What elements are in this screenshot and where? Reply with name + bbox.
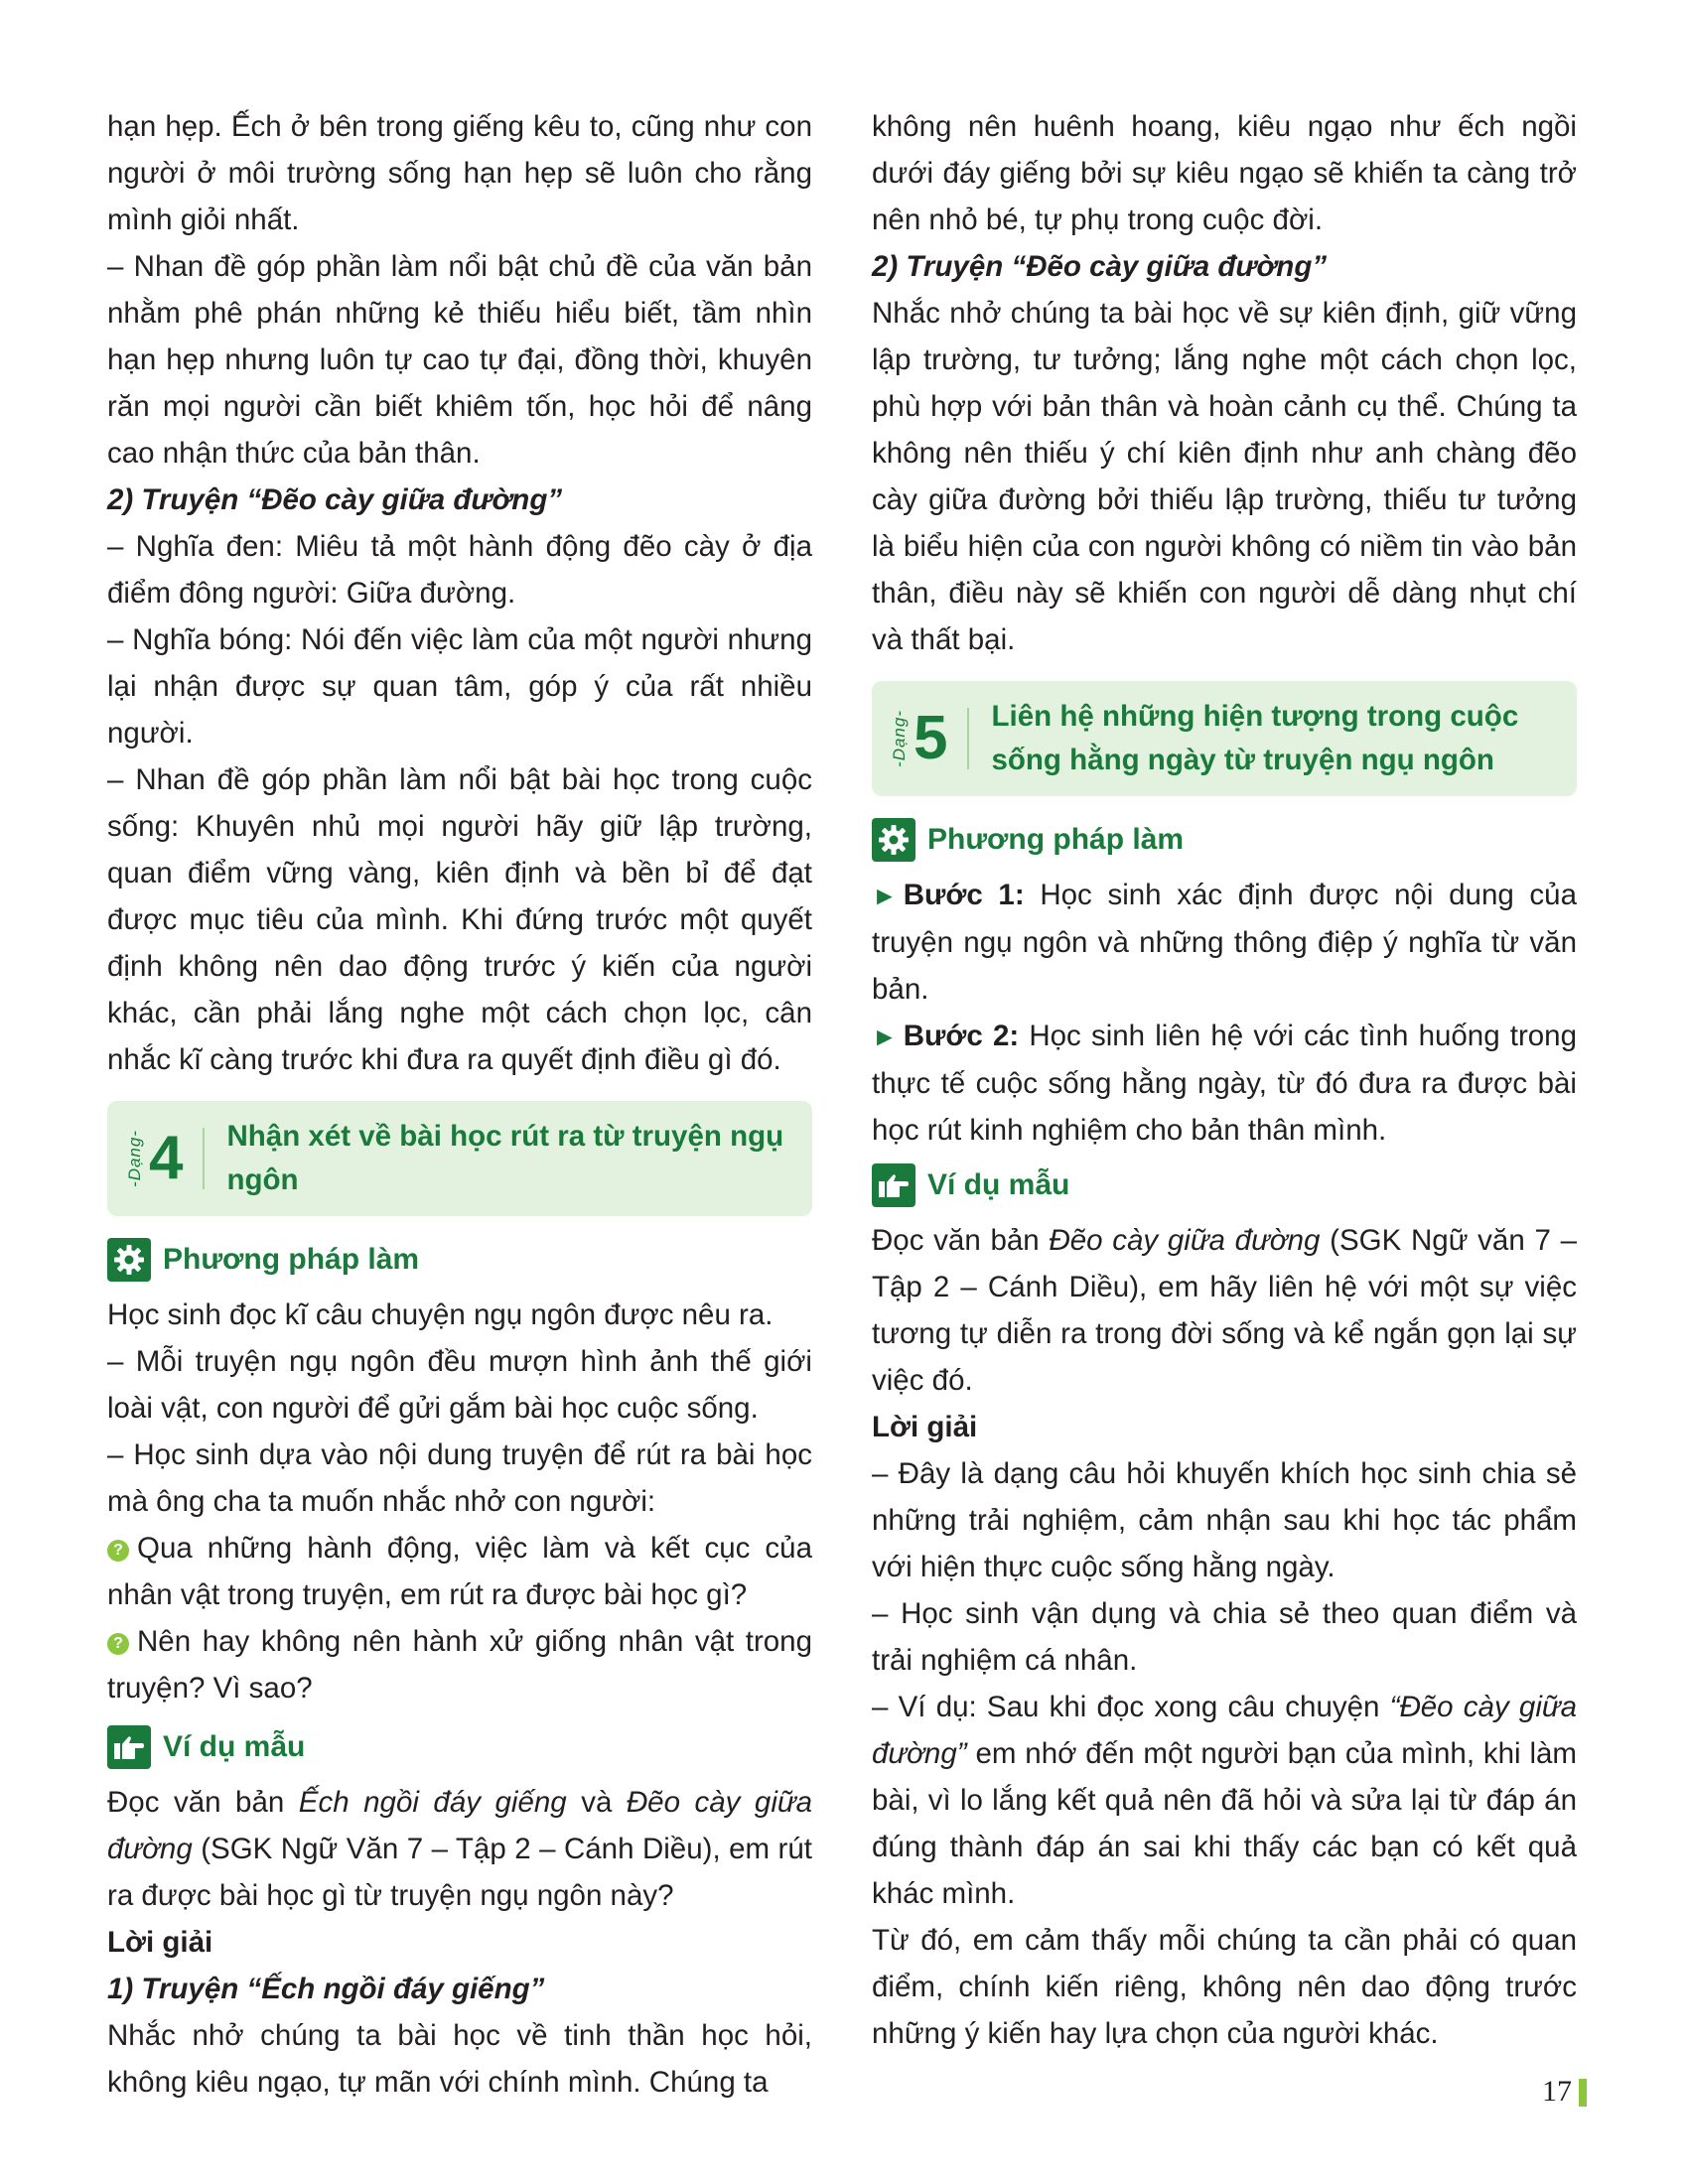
paragraph: – Nhan đề góp phần làm nổi bật chủ đề của văn bản nhằm phê phán những kẻ thiếu hiểu biết, tầm nhìn hạn hẹp nhưng luôn tự cao tự đại, đồng thời, khuyên răn mọi người cần biết khiêm tốn, học hỏi để nâng cao nhận thức của bản thân. <box>107 250 812 470</box>
subheading: 1) Truyện “Ếch ngồi đáy giếng” <box>107 1973 545 2005</box>
paragraph: Học sinh đọc kĩ câu chuyện ngụ ngôn được nêu ra. <box>107 1298 774 1331</box>
paragraph: hạn hẹp. Ếch ở bên trong giếng kêu to, cũng như con người ở môi trường sống hạn hẹp sẽ luôn cho rằng mình giỏi nhất. <box>107 110 812 236</box>
question-item <box>107 1618 812 1711</box>
paragraph: – Mỗi truyện ngụ ngôn đều mượn hình ảnh thế giới loài vật, con người để gửi gắm bài học cuộc sống. <box>107 1345 812 1425</box>
example-question: Đọc văn bản Ếch ngồi đáy giếng và Đẽo cày giữa đường (SGK Ngữ Văn 7 – Tập 2 – Cánh Diều), em rút ra được bài học gì từ truyện ngụ ngôn này? <box>107 1786 812 1912</box>
dang-4-box <box>107 1101 812 1216</box>
dang-word: -Dạng- <box>125 1130 144 1187</box>
method-heading <box>872 818 1577 862</box>
dang-title: Nhận xét về bài học rút ra từ truyện ngụ ngôn <box>226 1120 784 1196</box>
paragraph: – Ví dụ: Sau khi đọc xong câu chuyện “Đẽo cày giữa đường” em nhớ đến một người bạn của mình, khi làm bài, vì lo lắng kết quả nên đã hỏi và sửa lại từ đáp án đúng thành đáp án sai khi thấy các bạn có kết quả khác mình. <box>872 1691 1577 1910</box>
page-number-bar <box>1579 2079 1587 2107</box>
gear-icon <box>107 1238 151 1282</box>
question-icon: ? <box>107 1633 129 1655</box>
paragraph: Nhắc nhở chúng ta bài học về tinh thần học hỏi, không kiêu ngạo, tự mãn với chính mình. Chúng ta <box>107 2019 812 2099</box>
dang-number: 4 <box>149 1124 184 1192</box>
question-text: Qua những hành động, việc làm và kết cục của nhân vật trong truyện, em rút ra được bài học gì? <box>107 1532 812 1611</box>
dang-tag <box>125 1124 205 1192</box>
dang-title: Liên hệ những hiện tượng trong cuộc sống hằng ngày từ truyện ngụ ngôn <box>991 700 1519 776</box>
page-number: 17 <box>1542 2075 1572 2108</box>
example-question: Đọc văn bản Đẽo cày giữa đường (SGK Ngữ văn 7 – Tập 2 – Cánh Diều), em hãy liên hệ với một sự việc tương tự diễn ra trong đời sống và kể ngắn gọn lại sự việc đó. <box>872 1224 1578 1397</box>
pointing-hand-icon <box>872 1163 915 1207</box>
paragraph: – Nghĩa bóng: Nói đến việc làm của một người nhưng lại nhận được sự quan tâm, góp ý của rất nhiều người. <box>107 623 812 750</box>
paragraph: Nhắc nhở chúng ta bài học về sự kiên định, giữ vững lập trường, tư tưởng; lắng nghe một cách chọn lọc, phù hợp với bản thân và hoàn cảnh cụ thể. Chúng ta không nên thiếu ý chí kiên định như anh chàng đẽo cày giữa đường bởi thiếu lập trường, thiếu tư tưởng là biểu hiện của con người không có niềm tin vào bản thân, điều này sẽ khiến con người dễ dàng nhụt chí và thất bại. <box>872 297 1577 656</box>
paragraph: – Học sinh vận dụng và chia sẻ theo quan điểm và trải nghiệm cá nhân. <box>872 1597 1577 1677</box>
paragraph: – Nhan đề góp phần làm nổi bật bài học trong cuộc sống: Khuyên nhủ mọi người hãy giữ lập trường, quan điểm vững vàng, kiên định và bền bỉ để đạt được mục tiêu của mình. Khi đứng trước một quyết định không nên dao động trước ý kiến của người khác, cần phải lắng nghe một cách chọn lọc, cân nhắc kĩ càng trước khi đưa ra quyết định điều gì đó. <box>107 763 812 1076</box>
triangle-right-icon: ► <box>872 1022 898 1051</box>
step-item: ► Bước 1: Học sinh xác định được nội dung của truyện ngụ ngôn và những thông điệp ý nghĩa từ văn bản. <box>872 879 1577 1006</box>
triangle-right-icon: ► <box>872 881 898 910</box>
question-item <box>107 1525 812 1618</box>
question-icon: ? <box>107 1540 129 1562</box>
example-title: Ví dụ mẫu <box>163 1730 306 1763</box>
step-item: ► Bước 2: Học sinh liên hệ với các tình huống trong thực tế cuộc sống hằng ngày, từ đó đưa ra được bài học rút kinh nghiệm cho bản thân mình. <box>872 1020 1578 1147</box>
example-heading <box>872 1163 1577 1207</box>
example-heading <box>107 1725 812 1769</box>
paragraph: không nên huênh hoang, kiêu ngạo như ếch ngồi dưới đáy giếng bởi sự kiêu ngạo sẽ khiến ta càng trở nên nhỏ bé, tự phụ trong cuộc đời. <box>872 110 1577 236</box>
dang-tag <box>890 704 969 772</box>
solution-label: Lời giải <box>872 1411 978 1443</box>
subheading: 2) Truyện “Đẽo cày giữa đường” <box>107 483 563 516</box>
method-heading <box>107 1238 812 1282</box>
method-title: Phương pháp làm <box>927 823 1185 856</box>
right-column <box>872 103 1577 2057</box>
dang-word: -Dạng- <box>890 710 909 767</box>
subheading: 2) Truyện “Đẽo cày giữa đường” <box>872 250 1328 283</box>
paragraph: Từ đó, em cảm thấy mỗi chúng ta cần phải có quan điểm, chính kiến riêng, không nên dao động trước những ý kiến hay lựa chọn của người khác. <box>872 1924 1577 2050</box>
paragraph: – Học sinh dựa vào nội dung truyện để rút ra bài học mà ông cha ta muốn nhắc nhở con người: <box>107 1438 812 1518</box>
left-column <box>107 103 812 2106</box>
solution-label: Lời giải <box>107 1926 213 1959</box>
paragraph: – Đây là dạng câu hỏi khuyến khích học sinh chia sẻ những trải nghiệm, cảm nhận sau khi học tác phẩm với hiện thực cuộc sống hằng ngày. <box>872 1457 1577 1583</box>
paragraph: – Nghĩa đen: Miêu tả một hành động đẽo cày ở địa điểm đông người: Giữa đường. <box>107 530 812 610</box>
dang-5-box <box>872 681 1577 796</box>
pointing-hand-icon <box>107 1725 151 1769</box>
question-text: Nên hay không nên hành xử giống nhân vật trong truyện? Vì sao? <box>107 1625 812 1705</box>
method-title: Phương pháp làm <box>163 1243 420 1276</box>
example-title: Ví dụ mẫu <box>927 1168 1070 1201</box>
dang-number: 5 <box>914 704 948 772</box>
gear-icon <box>872 818 915 862</box>
